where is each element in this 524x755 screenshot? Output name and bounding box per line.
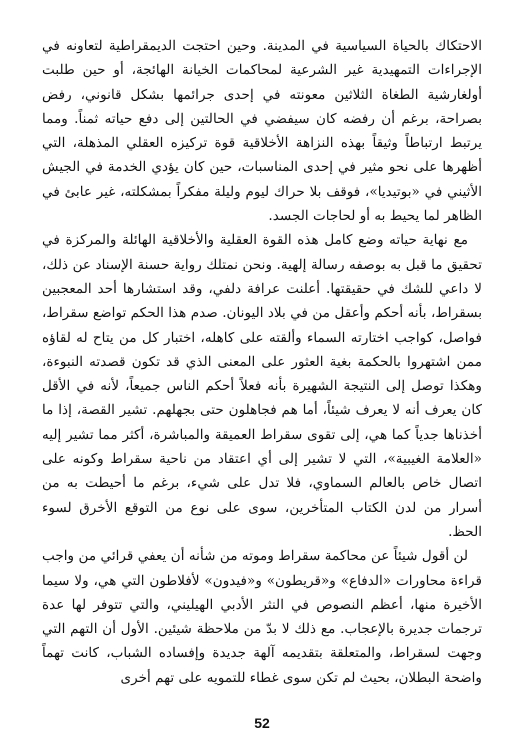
paragraph-2: مع نهاية حياته وضع كامل هذه القوة العقلية والأخلاقية الهائلة والمركزة في تحقيق ما قبل به بوصفه رسالة إلهية. ونحن نمتلك رواية حسنة الإسناد عن ذلك، لا داعي للشك في حقيقتها. أعلنت عرافة دلفي، وقد استشارها أحد المعجبين بسقراط، بأنه أحكم وأعقل من في بلاد اليونان. صدم هذا الحكم تواضع سقراط، فواصل، كواجب اختارته السماء وألقته على كاهله، اختبار كل من يتاح له لقاؤه ممن اشتهروا بالحكمة بغية العثور على المعنى الذي قد تكون قصدته النبوءة، وهكذا توصل إلى النتيجة الشهيرة بأنه فعلاً أحكم الناس جميعاً، لأنه في الأقل كان يعرف أنه لا يعرف شيئاً، أما هم فجاهلون حتى بجهلهم. تشير القصة، إذا ما أخذناها جدياً كما هي، إلى تقوى سقراط العميقة والمباشرة، أكثر مما تشير إليه «العلامة الغيبية»، التي لا تشير إلى أي اعتقاد من ناحية سقراط وكونه على اتصال خاص بالعالم السماوي، فلا تدل على شيء، برغم ما أحيطت به من أسرار من لدن الكتاب المتأخرين، سوى على نوع من التوقع الأخرق لسوء الحظ. xyxy=(42,232,482,540)
paragraph-3: لن أقول شيئاً عن محاكمة سقراط وموته من شأنه أن يعفي قرائي من واجب قراءة محاورات «الدفاع» و«قريطون» و«فيدون» لأفلاطون التي هي، ولا سيما الأخيرة منها، أعظم النصوص في النثر الأدبي الهيليني، والتي تتوفر لها عدة ترجمات جديرة بالإعجاب. مع ذلك لا بدّ من ملاحظة شيئين. الأول أن التهم التي وجهت لسقراط، والمتعلقة بتقديمه آلهة جديدة وإفساده الشباب، كانت تهماً واضحة البطلان، بحيث لم تكن سوى غطاء للتمويه على تهم أخرى xyxy=(42,548,482,686)
page-body xyxy=(42,34,482,690)
page-number: 52 xyxy=(254,715,270,731)
paragraph-1: الاحتكاك بالحياة السياسية في المدينة. وحين احتجت الديمقراطية لتعاونه في الإجراءات التمهيدية غير الشرعية لمحاكمات الخيانة الهائجة، أو حين طلبت أولغارشية الطغاة الثلاثين معونته في إحدى جرائمها بشكل قانوني، رفض بصراحة، برغم أن رفضه كان سيفضي في الحالتين إلى دفع حياته ثمناً. ومما يرتبط ارتباطاً وثيقاً بهذه النزاهة الأخلاقية قوة تركيزه العقلي المذهلة، التي أظهرها على نحو مثير في إحدى المناسبات، حين كان يؤدي الخدمة في الجيش الأثيني في «بوتيديا»، فوقف بلا حراك ليوم وليلة مفكراً بمشكلته، غير عابئ في الظاهر لما يحيط به أو لحاجات الجسد. xyxy=(42,38,482,225)
